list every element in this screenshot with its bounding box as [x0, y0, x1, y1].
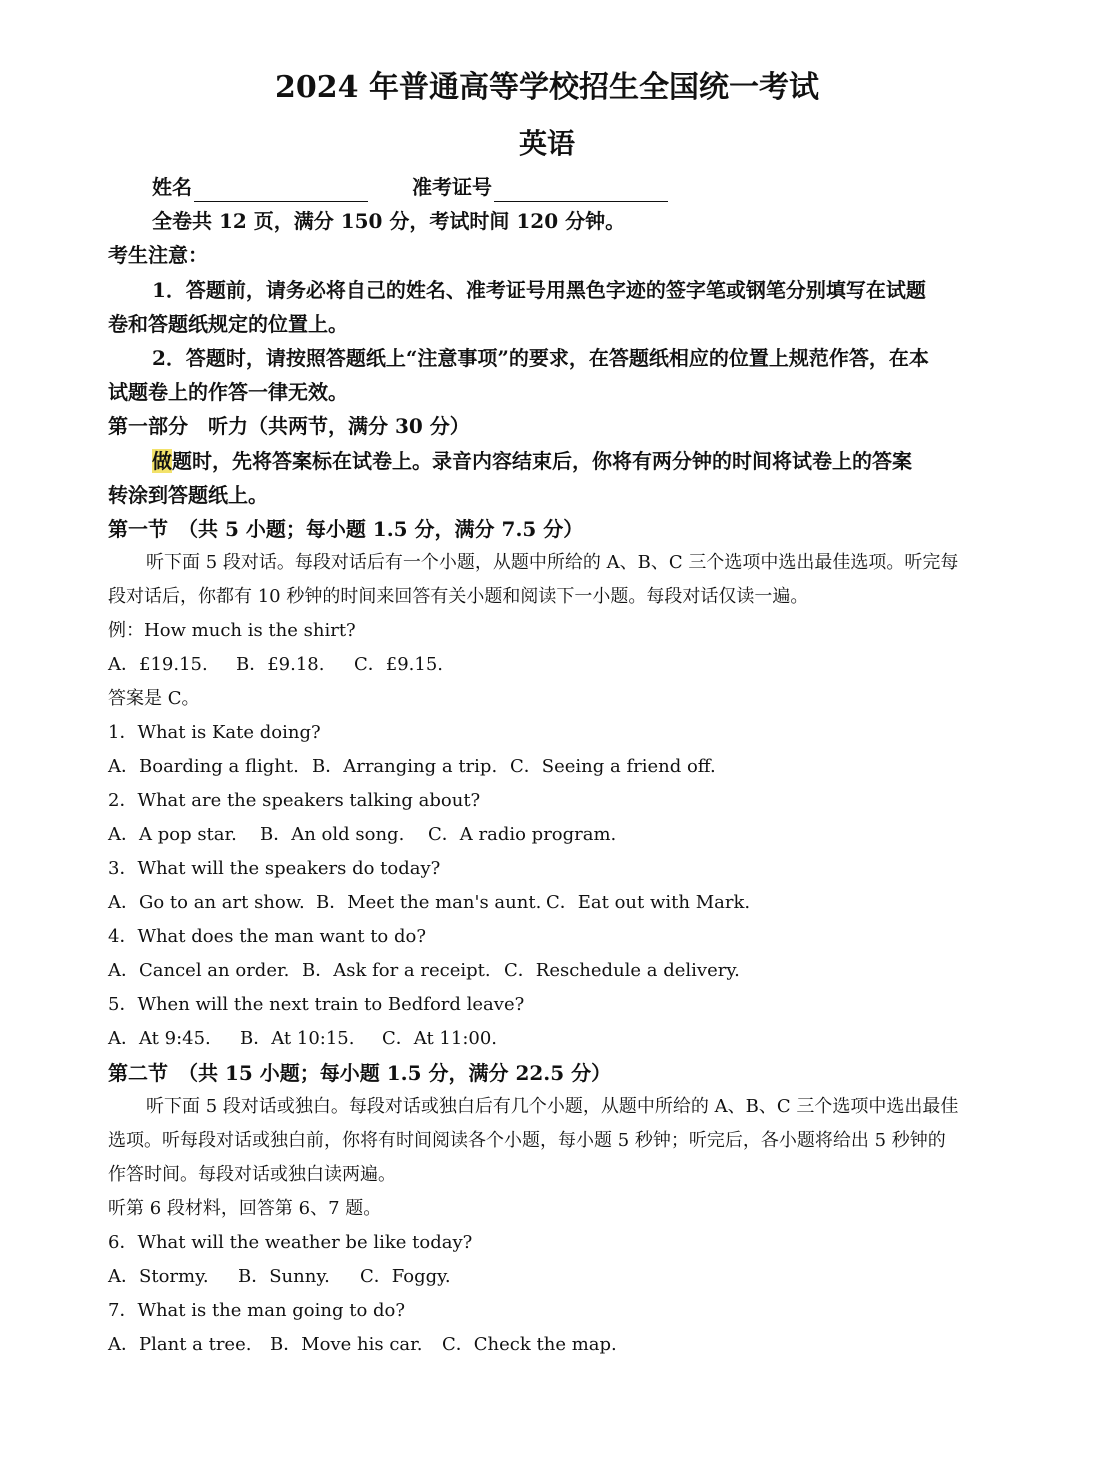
question-3: 3．What will the speakers do today?	[108, 858, 441, 879]
question-1-options	[108, 752, 808, 782]
option-b: B．Ask for a receipt.	[302, 960, 491, 981]
option-a: A．Plant a tree.	[108, 1334, 252, 1355]
example-option-c: C．£9.15.	[354, 654, 444, 675]
section2-instructions-line-3: 作答时间。每段对话或独白读两遍。	[108, 1164, 396, 1185]
option-c: C．Check the map.	[442, 1334, 617, 1355]
section2-instructions-line-1: 听下面 5 段对话或独白。每段对话或独白后有几个小题，从题中所给的 A、B、C 三个选项中选出最佳	[146, 1096, 959, 1117]
notice-item-2-line-1: 2．答题时，请按照答题纸上“注意事项”的要求，在答题纸相应的位置上规范作答，在本	[152, 346, 929, 370]
example-question: 例：How much is the shirt?	[108, 620, 356, 641]
highlighted-char: 做	[152, 449, 172, 473]
option-a: A．Cancel an order.	[108, 960, 290, 981]
question-5: 5．When will the next train to Bedford leave?	[108, 994, 525, 1015]
option-a: A．A pop star.	[108, 824, 237, 845]
option-b: B．Meet the man's aunt.	[316, 892, 542, 913]
part1-instructions-line-1	[152, 446, 912, 476]
question-1: 1．What is Kate doing?	[108, 722, 321, 743]
exam-title: 2024 年普通高等学校招生全国统一考试	[275, 70, 819, 105]
option-c: C．Foggy.	[360, 1266, 451, 1287]
id-field	[412, 172, 668, 202]
option-a: A．At 9:45.	[108, 1028, 211, 1049]
option-b: B．Arranging a trip.	[312, 756, 498, 777]
question-4: 4．What does the man want to do?	[108, 926, 427, 947]
question-6: 6．What will the weather be like today?	[108, 1232, 473, 1253]
option-a: A．Boarding a flight.	[108, 756, 299, 777]
option-b: B．Move his car.	[270, 1334, 423, 1355]
section1-instructions-line-2: 段对话后，你都有 10 秒钟的时间来回答有关小题和阅读下一小题。每段对话仅读一遍。	[108, 586, 809, 607]
section2-instructions-line-2: 选项。听每段对话或独白前，你将有时间阅读各个小题，每小题 5 秒钟；听完后，各小题将给出 5 秒钟的	[108, 1130, 946, 1151]
exam-subject: 英语	[518, 127, 575, 160]
example-options	[108, 650, 444, 680]
section1-heading: 第一节 （共 5 小题；每小题 1.5 分，满分 7.5 分）	[108, 517, 584, 541]
notice-item-1-line-2: 卷和答题纸规定的位置上。	[108, 312, 348, 336]
material-intro: 听第 6 段材料，回答第 6、7 题。	[108, 1198, 382, 1219]
question-3-options	[108, 888, 808, 918]
option-c: C．Seeing a friend off.	[510, 756, 716, 777]
option-b: B．An old song.	[260, 824, 405, 845]
option-a: A．Go to an art show.	[108, 892, 305, 913]
question-2: 2．What are the speakers talking about?	[108, 790, 481, 811]
example-answer: 答案是 C。	[108, 688, 200, 709]
option-a: A．Stormy.	[108, 1266, 209, 1287]
question-7: 7．What is the man going to do?	[108, 1300, 406, 1321]
option-c: C．At 11:00.	[382, 1028, 498, 1049]
option-c: C．A radio program.	[428, 824, 617, 845]
name-label: 姓名	[152, 175, 192, 199]
notice-item-2-line-2: 试题卷上的作答一律无效。	[108, 380, 348, 404]
question-6-options	[108, 1262, 808, 1292]
example-option-a: A．£19.15.	[108, 654, 208, 675]
notice-heading: 考生注意：	[108, 243, 208, 267]
question-2-options	[108, 820, 808, 850]
name-field	[152, 172, 368, 202]
exam-summary: 全卷共 12 页，满分 150 分，考试时间 120 分钟。	[152, 209, 626, 233]
part1-instructions-line-2: 转涂到答题纸上。	[108, 483, 268, 507]
notice-item-1-line-1: 1．答题前，请务必将自己的姓名、准考证号用黑色字迹的签字笔或钢笔分别填写在试题	[152, 278, 926, 302]
id-label: 准考证号	[412, 175, 492, 199]
id-blank	[494, 179, 668, 202]
option-b: B．Sunny.	[238, 1266, 330, 1287]
option-b: B．At 10:15.	[240, 1028, 355, 1049]
part1-heading: 第一部分 听力（共两节，满分 30 分）	[108, 414, 470, 438]
option-c: C．Reschedule a delivery.	[504, 960, 740, 981]
option-c: C．Eat out with Mark.	[546, 892, 751, 913]
section1-instructions-line-1: 听下面 5 段对话。每段对话后有一个小题，从题中所给的 A、B、C 三个选项中选出最佳选项。听完每	[146, 552, 959, 573]
question-4-options	[108, 956, 808, 986]
part1-instructions-rest: 题时，先将答案标在试卷上。录音内容结束后，你将有两分钟的时间将试卷上的答案	[172, 449, 912, 473]
section2-heading: 第二节 （共 15 小题；每小题 1.5 分，满分 22.5 分）	[108, 1061, 612, 1085]
example-option-b: B．£9.18.	[236, 654, 325, 675]
question-7-options	[108, 1330, 808, 1360]
name-blank	[194, 179, 368, 202]
question-5-options	[108, 1024, 808, 1054]
